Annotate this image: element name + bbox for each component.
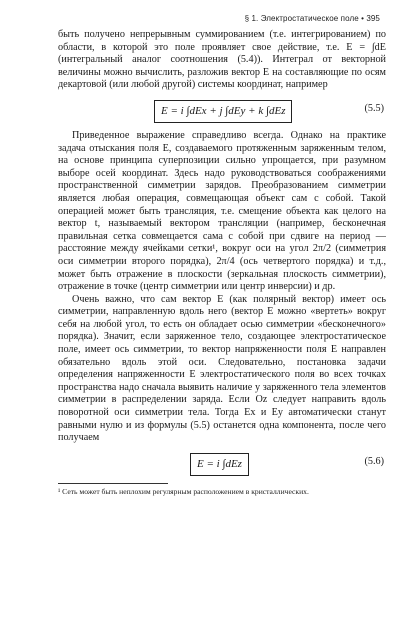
running-header: § 1. Электростатическое поле • 395 bbox=[244, 14, 380, 23]
body-text bbox=[58, 29, 386, 477]
formula-box: E = i ∫dEx + j ∫dEy + k ∫dEz bbox=[154, 100, 292, 123]
formula-5-5 bbox=[58, 98, 386, 124]
footnote-divider bbox=[58, 483, 168, 484]
paragraph-2: Приведенное выражение справедливо всегда. Однако на практике задача отыскания поля E, создаваемого протяженным заряженным телом, на основе принципа суперпозиции сильно упрощается, при разумном выборе осей координат. Здесь надо руководствоваться соображениями пространственной симметрии зарядов. Преобразованием симметрии является любая операция, совмещающая объект сам с собой. Такой операцией может быть трансляция, т.е. смещение объекта как целого на вектор t, называемый вектором трансляции (например, бесконечная правильная сетка совмещается сама с собой при сдвиге на период — расстояние между ячейками сетки¹, вокруг оси на угол 2π/2 (симметрия оси симметрии второго порядка), 2π/4 (ось четвертого порядка) и т.д., может быть отражение в плоскости (зеркальная плоскость симметрии), отражение в точке (центр симметрии или центр инверсии) и др. bbox=[58, 129, 386, 293]
formula-box: E = i ∫dEz bbox=[190, 453, 249, 476]
formula-5-6 bbox=[58, 451, 386, 477]
paragraph-3: Очень важно, что сам вектор E (как полярный вектор) имеет ось симметрии, направленную вдоль него (вектор E можно «вертеть» вокруг себя на любой угол, то есть он обладает осью симметрии «бесконечного» порядка). Значит, если заряженное тело, создающее электростатическое поле, имеет ось симметрии, то вектор напряженности поля E направлен обязательно вдоль этой оси. Следовательно, постановка задачи определения напряженности E электростатического поля во всех точках пространства надо сначала выявить наличие у заряженного тела элементов симметрии в распределении заряда. Если Oz следует направить вдоль поворотной оси симметрии тела. Тогда Ex и Ey автоматически станут равными нулю и из формулы (5.5) останется одна компонента, после чего получаем bbox=[58, 293, 386, 444]
equation-number: (5.6) bbox=[364, 455, 384, 467]
footnote: ¹ Сеть может быть неплохим регулярным расположением в кристаллических. bbox=[58, 486, 309, 496]
paragraph-1: быть получено непрерывным суммированием (т.е. интегрированием) по области, в которой это поле проявляет свое действие, т.е. E = ∫dE (интегральный аналог соотношения (5.4)). Интеграл от векторной величины можно вычислить, разложив вектор E на составляющие по осям декартовой (или любой другой) системы координат, например bbox=[58, 29, 386, 91]
equation-number: (5.5) bbox=[364, 102, 384, 114]
